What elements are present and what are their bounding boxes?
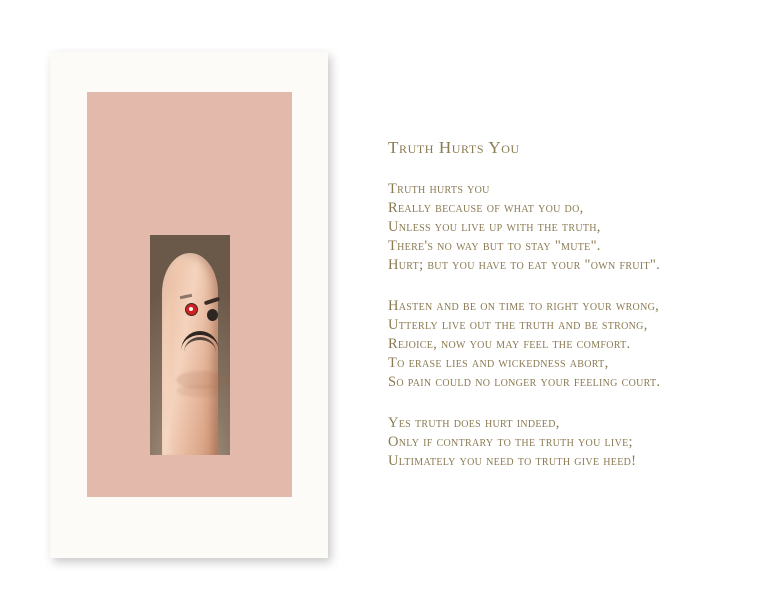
poem-line: There's no way but to stay "mute".: [388, 238, 601, 254]
poem-panel: [388, 138, 748, 493]
poem-line: Hasten and be on time to right your wrong,: [388, 298, 660, 314]
poem-line: Rejoice, now you may feel the comfort.: [388, 336, 631, 352]
photo-mat-frame: [87, 92, 292, 497]
poem-line: To erase lies and wickedness abort,: [388, 355, 609, 371]
poem-line: Utterly live out the truth and be strong,: [388, 317, 648, 333]
poem-line: So pain could no longer your feeling court.: [388, 374, 661, 390]
finger-face-photo: [150, 235, 230, 455]
poem-stanza: [388, 180, 748, 275]
poem-line: Yes truth does hurt indeed,: [388, 415, 560, 431]
knuckle-crease-secondary-icon: [176, 385, 228, 397]
finger-shape: [162, 253, 218, 455]
poem-line: Unless you live up with the truth,: [388, 219, 601, 235]
poem-stanza: [388, 414, 748, 471]
poem-line: Really because of what you do,: [388, 200, 584, 216]
poem-line: Ultimately you need to truth give heed!: [388, 453, 637, 469]
poem-line: Only if contrary to the truth you live;: [388, 434, 633, 450]
ink-mark-icon: [180, 294, 192, 299]
dark-eye-icon: [207, 309, 218, 321]
red-eye-icon: [185, 303, 198, 316]
page-title: Truth Hurts You: [388, 138, 520, 157]
poem-stanza: [388, 297, 748, 392]
poem-line: Hurt; but you have to eat your "own fruit".: [388, 257, 660, 273]
poem-line: Truth hurts you: [388, 181, 490, 197]
eyebrow-icon: [204, 297, 220, 306]
photo-card: [50, 52, 328, 558]
